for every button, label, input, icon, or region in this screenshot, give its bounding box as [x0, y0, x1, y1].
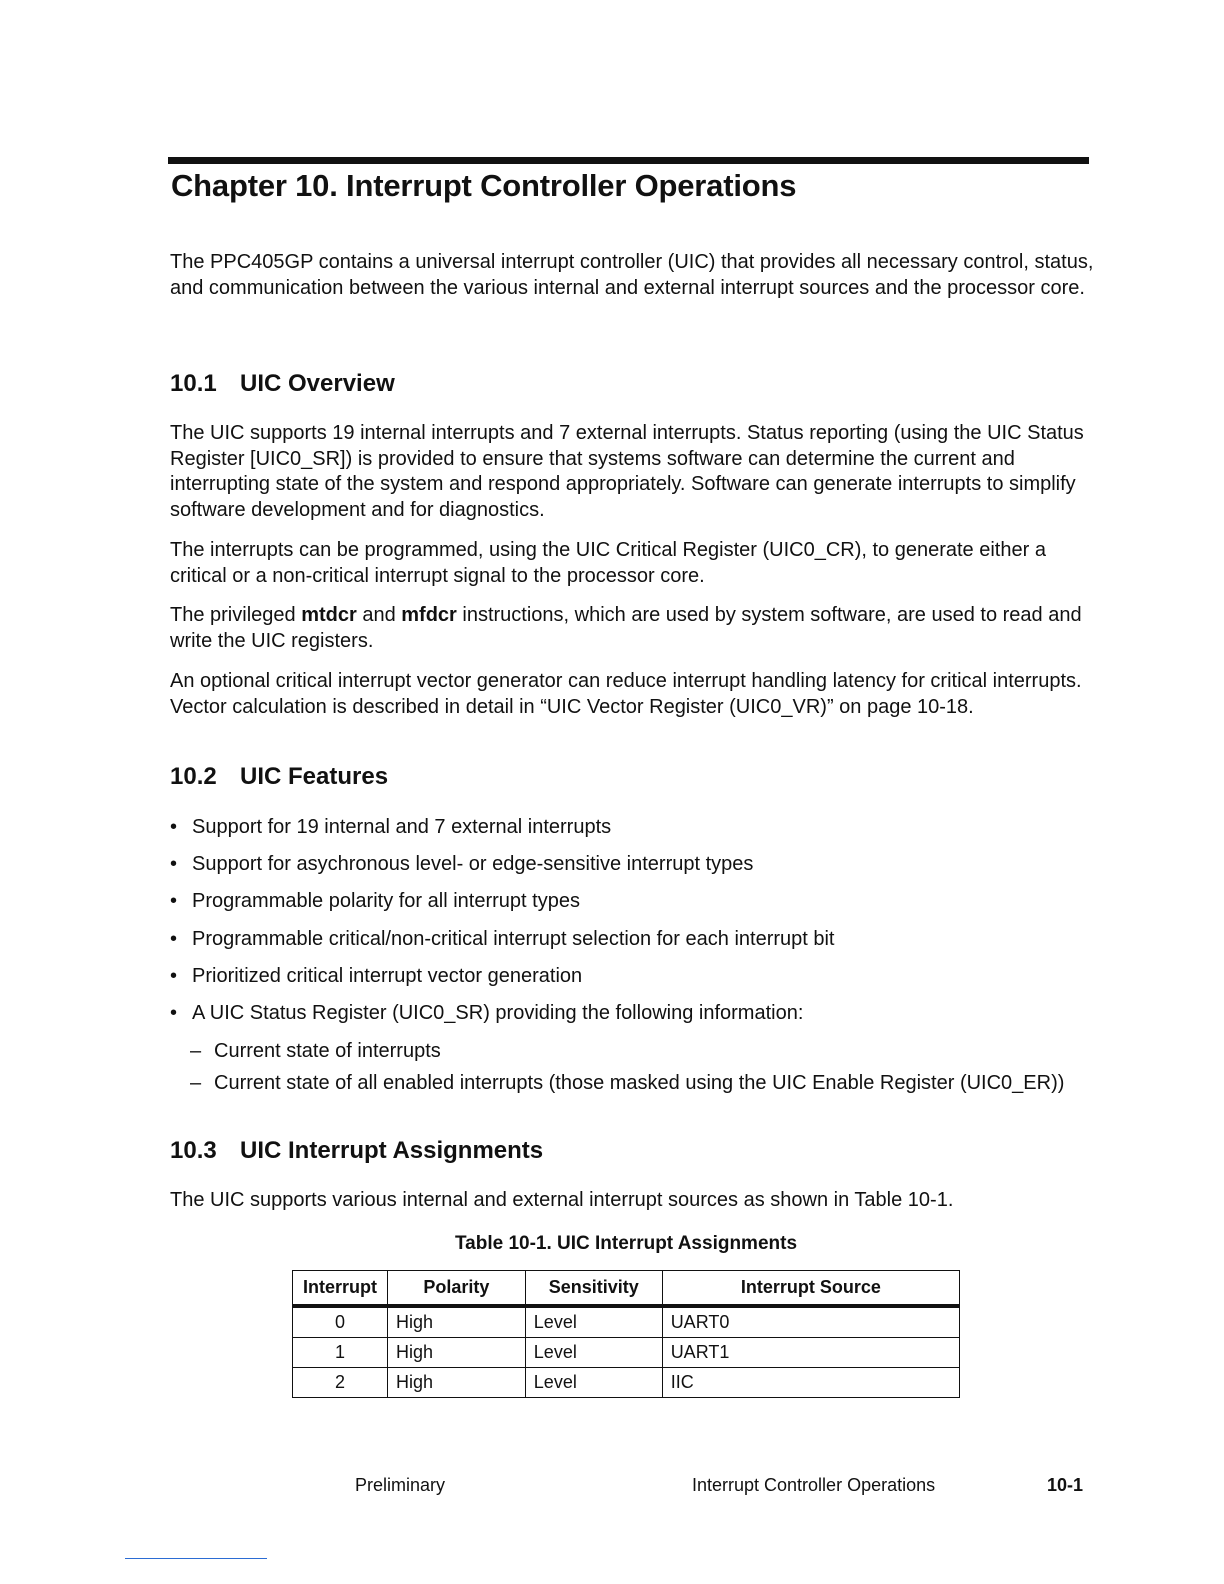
list-item-text: Prioritized critical interrupt vector generation	[192, 964, 583, 987]
chapter-rule	[168, 157, 1089, 164]
cell-polarity: High	[387, 1306, 525, 1338]
overview-paragraph-4: An optional critical interrupt vector generator can reduce interrupt handling latency for critical interrupts. Vector calculation is described in detail in “UIC Vector Register (UIC0_VR)” on page 10-18.	[170, 670, 1082, 718]
overview-paragraph-2: The interrupts can be programmed, using the UIC Critical Register (UIC0_CR), to generate either a critical or a non-critical interrupt signal to the processor core.	[170, 539, 1046, 587]
section-number: 10.1	[170, 370, 217, 397]
cell-polarity: High	[387, 1338, 525, 1368]
cell-sensitivity: Level	[525, 1368, 662, 1398]
sub-list-item-text: Current state of all enabled interrupts (those masked using the UIC Enable Register (UIC0_ER))	[214, 1072, 1065, 1094]
column-header-interrupt: Interrupt	[293, 1271, 388, 1307]
section-number: 10.3	[170, 1137, 217, 1164]
list-item	[170, 888, 1130, 925]
footer-status: Preliminary	[355, 1475, 446, 1495]
cell-polarity: High	[387, 1368, 525, 1398]
bullet-icon: •	[170, 1001, 178, 1024]
list-item	[170, 1000, 1130, 1037]
footer-page-number: 10-1	[1047, 1475, 1084, 1495]
cell-interrupt: 0	[293, 1306, 388, 1338]
text-run: The privileged	[170, 604, 302, 626]
bullet-icon: •	[170, 890, 178, 913]
list-item	[170, 963, 1130, 1000]
features-list	[170, 814, 1130, 1037]
list-item-text: Programmable critical/non-critical interrupt selection for each interrupt bit	[192, 927, 835, 950]
cell-sensitivity: Level	[525, 1306, 662, 1338]
section-heading-10-3	[170, 1137, 543, 1165]
table-row	[293, 1338, 960, 1368]
section-title: UIC Interrupt Assignments	[240, 1137, 544, 1164]
table-row	[293, 1306, 960, 1338]
table-header-row	[293, 1271, 960, 1307]
cell-interrupt-source: IIC	[662, 1368, 959, 1398]
instruction-mtdcr: mtdcr	[301, 604, 357, 626]
overview-paragraph-3	[170, 603, 1100, 654]
chapter-title: Chapter 10. Interrupt Controller Operations	[171, 168, 797, 203]
list-item-text: Support for asychronous level- or edge-sensitive interrupt types	[192, 853, 754, 876]
section-title: UIC Overview	[240, 370, 395, 397]
section-title: UIC Features	[240, 763, 389, 790]
column-header-interrupt-source: Interrupt Source	[662, 1271, 959, 1307]
dash-icon: –	[190, 1040, 202, 1062]
dash-icon: –	[190, 1072, 202, 1094]
table-caption: Table 10-1. UIC Interrupt Assignments	[454, 1233, 798, 1254]
cell-sensitivity: Level	[525, 1338, 662, 1368]
link-underline	[125, 1558, 267, 1559]
instruction-mfdcr: mfdcr	[401, 604, 457, 626]
bullet-icon: •	[170, 964, 178, 987]
column-header-polarity: Polarity	[387, 1271, 525, 1307]
sub-list-item	[190, 1038, 1150, 1070]
sub-list-item	[190, 1070, 1150, 1102]
list-item	[170, 926, 1130, 963]
list-item-text: Programmable polarity for all interrupt types	[192, 890, 580, 913]
list-item	[170, 814, 1130, 851]
column-header-sensitivity: Sensitivity	[525, 1271, 662, 1307]
bullet-icon: •	[170, 816, 178, 838]
list-item-text: A UIC Status Register (UIC0_SR) providing the following information:	[192, 1001, 804, 1024]
assignments-paragraph: The UIC supports various internal and external interrupt sources as shown in Table 10-1.	[170, 1189, 954, 1211]
bullet-icon: •	[170, 853, 178, 876]
footer-chapter-title: Interrupt Controller Operations	[692, 1475, 936, 1495]
interrupt-assignments-table	[292, 1270, 960, 1398]
cell-interrupt-source: UART1	[662, 1338, 959, 1368]
overview-paragraph-1: The UIC supports 19 internal interrupts and 7 external interrupts. Status reporting (using the UIC Status Register [UIC0_SR]) is provided to ensure that systems software can determine the current and interrupting state of the system and respond appropriately. Software can generate interrupts to simplify software development and for diagnostics.	[170, 422, 1084, 521]
section-number: 10.2	[170, 763, 217, 790]
section-heading-10-2	[170, 763, 388, 791]
cell-interrupt: 1	[293, 1338, 388, 1368]
sub-list-item-text: Current state of interrupts	[214, 1040, 441, 1062]
intro-paragraph: The PPC405GP contains a universal interrupt controller (UIC) that provides all necessary control, status, and communication between the various internal and external interrupt sources and the processor core.	[170, 251, 1094, 299]
section-heading-10-1	[170, 370, 395, 398]
text-run: and	[356, 604, 402, 626]
status-register-sublist	[190, 1038, 1150, 1102]
list-item	[170, 851, 1130, 888]
table-row	[293, 1368, 960, 1398]
cell-interrupt: 2	[293, 1368, 388, 1398]
text-run: instructions, which are used by system software, are used to read and write the UIC registers.	[170, 604, 1082, 652]
list-item-text: Support for 19 internal and 7 external interrupts	[192, 816, 612, 838]
bullet-icon: •	[170, 927, 178, 950]
cell-interrupt-source: UART0	[662, 1306, 959, 1338]
